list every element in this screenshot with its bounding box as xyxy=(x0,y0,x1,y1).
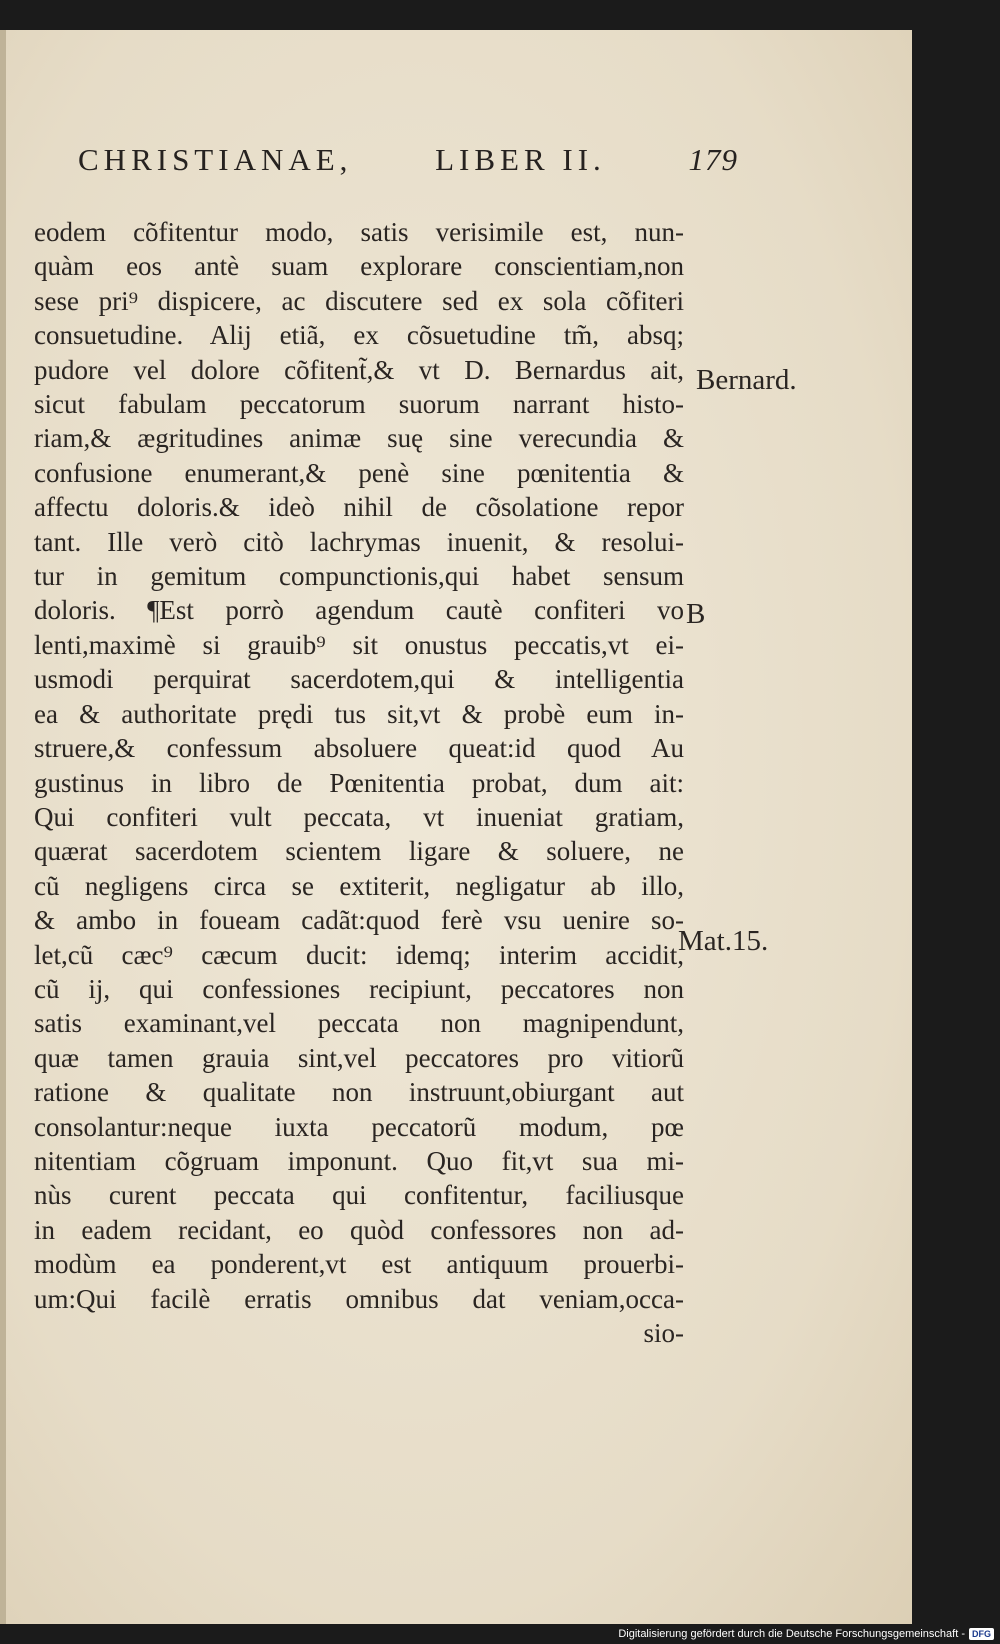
text-line: lenti,maximè si grauib⁹ sit onustus peccatis,vt ei- xyxy=(34,629,684,660)
body-text xyxy=(34,215,684,1350)
text-line: pudore vel dolore cõfitent̃,& vt D. Bernardus ait, xyxy=(34,354,684,385)
catchword: sio- xyxy=(643,1318,684,1348)
text-line: quàm eos antè suam explorare conscientiam,non xyxy=(34,251,684,282)
text-line: & ambo in foueam cadãt:quod ferè vsu uenire so- xyxy=(34,905,684,936)
text-line: gustinus in libro de Pœnitentia probat, dum ait: xyxy=(34,767,684,798)
text-line: sese pri⁹ dispicere, ac discutere sed ex sola cõfiteri xyxy=(34,285,684,316)
text-line: affectu doloris.& ideò nihil de cõsolatione repor xyxy=(34,492,684,523)
book-page xyxy=(0,30,912,1624)
credit-text: Digitalisierung gefördert durch die Deutsche Forschungsgemeinschaft - xyxy=(618,1628,965,1640)
text-line: um:Qui facilè erratis omnibus dat veniam,occa- xyxy=(34,1283,684,1314)
digitization-credit xyxy=(618,1628,994,1640)
text-line: sicut fabulam peccatorum suorum narrant histo- xyxy=(34,389,684,420)
margin-note-bernard: Bernard. xyxy=(696,364,797,396)
text-line: quærat sacerdotem scientem ligare & soluere, ne xyxy=(34,836,684,867)
margin-note-b: B xyxy=(686,598,706,630)
text-line: nitentiam cõgruam imponunt. Quo fit,vt sua mi- xyxy=(34,1145,684,1176)
margin-note-matthew: Mat.15. xyxy=(678,925,769,957)
text-line: consolantur:neque iuxta peccatorũ modum, pœ xyxy=(34,1111,684,1142)
text-line: let,cũ cæc⁹ cæcum ducit: idemq; interim accidit, xyxy=(34,939,684,970)
text-line: cũ negligens circa se extiterit, negligatur ab illo, xyxy=(34,870,684,901)
text-line: Qui confiteri vult peccata, vt inueniat gratiam, xyxy=(34,801,684,832)
text-line: doloris. ¶Est porrò agendum cautè confiteri vo xyxy=(34,595,684,626)
text-line: quæ tamen grauia sint,vel peccatores pro vitiorũ xyxy=(34,1042,684,1073)
text-line: usmodi perquirat sacerdotem,qui & intelligentia xyxy=(34,664,684,695)
header-title: CHRISTIANAE, xyxy=(78,142,353,177)
header-book: LIBER II. xyxy=(435,142,606,177)
text-line: satis examinant,vel peccata non magnipendunt, xyxy=(34,1008,684,1039)
text-line: tur in gemitum compunctionis,qui habet sensum xyxy=(34,561,684,592)
text-line: ea & authoritate prędi tus sit,vt & probè eum in- xyxy=(34,698,684,729)
text-line: riam,& ægritudines animæ suę sine verecundia & xyxy=(34,423,684,454)
text-line: modùm ea ponderent,vt est antiquum prouerbi- xyxy=(34,1249,684,1280)
text-line: nùs curent peccata qui confitentur, faciliusque xyxy=(34,1180,684,1211)
running-header xyxy=(78,142,738,178)
text-line: in eadem recidant, eo quòd confessores non ad- xyxy=(34,1214,684,1245)
text-line: consuetudine. Alij etiã, ex cõsuetudine tm̃, absq; xyxy=(34,320,684,351)
text-line: eodem cõfitentur modo, satis verisimile est, nun- xyxy=(34,217,684,247)
dfg-logo: DFG xyxy=(969,1628,994,1640)
text-line: struere,& confessum absoluere queat:id quod Au xyxy=(34,733,684,764)
text-line: ratione & qualitate non instruunt,obiurgant aut xyxy=(34,1077,684,1108)
text-line: cũ ij, qui confessiones recipiunt, peccatores non xyxy=(34,973,684,1004)
folio-number: 179 xyxy=(688,142,738,177)
text-line: tant. Ille verò citò lachrymas inuenit, & resolui- xyxy=(34,526,684,557)
text-line: confusione enumerant,& penè sine pœnitentia & xyxy=(34,457,684,488)
